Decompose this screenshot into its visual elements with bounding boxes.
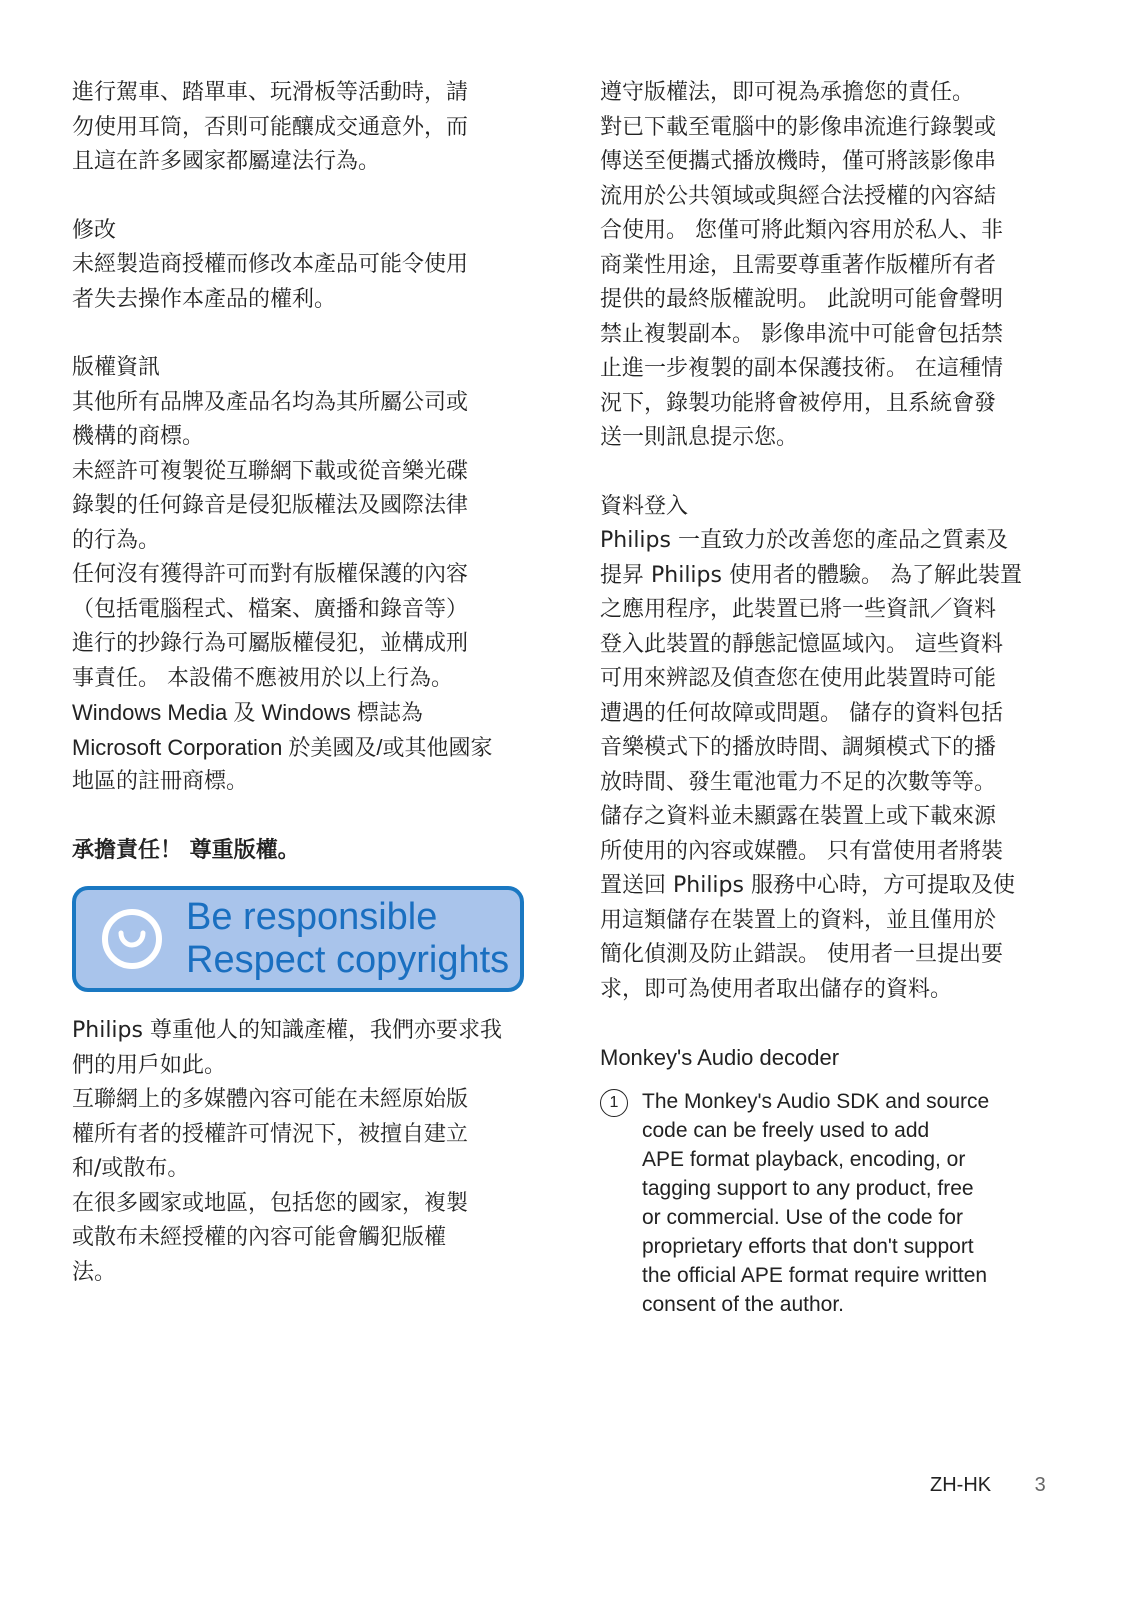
text-line: Philips 一直致力於改善您的產品之質素及 [600, 528, 1008, 553]
text-line: tagging support to any product, free [642, 1177, 974, 1200]
page-footer [930, 1474, 1046, 1497]
text-line: 對已下載至電腦中的影像串流進行錄製或 [600, 114, 997, 140]
text-line: 遵守版權法，即可視為承擔您的責任。 [600, 80, 975, 105]
text-line: 地區的註冊商標。 [72, 769, 249, 794]
text-line: consent of the author. [642, 1293, 844, 1316]
text-line: 儲存之資料並未顯露在裝置上或下載來源 [600, 804, 997, 829]
data-logging-heading: 資料登入 [600, 493, 689, 519]
text-line: （包括電腦程式、檔案、廣播和錄音等） [72, 596, 469, 622]
text-line: 們的用戶如此。 [72, 1052, 227, 1078]
text-line: 進行的抄錄行為可屬版權侵犯，並構成刑 [72, 631, 469, 656]
text-line: 勿使用耳筒，否則可能釀成交通意外，而 [72, 114, 469, 140]
page-number: 3 [1034, 1474, 1046, 1496]
text-line: 可用來辨認及偵查您在使用此裝置時可能 [600, 666, 997, 691]
text-line: 送一則訊息提示您。 [600, 425, 799, 450]
text-line: 登入此裝置的靜態記憶區域內。 這些資料 [600, 631, 1003, 657]
copyright-info-section [72, 351, 512, 800]
text-line: 未經許可複製從互聯網下載或從音樂光碟 [72, 458, 469, 484]
data-logging-section [600, 490, 1045, 1008]
copyright-info-heading: 版權資訊 [72, 355, 161, 380]
text-line: 提供的最終版權說明。 此說明可能會聲明 [600, 287, 1003, 312]
text-line: 放時間、發生電池電力不足的次數等等。 [600, 769, 997, 795]
text-line: 用這類儲存在裝置上的資料，並且僅用於 [600, 907, 997, 933]
text-line: 未經製造商授權而修改本產品可能令使用 [72, 252, 469, 277]
text-line: 流用於公共領域或與經合法授權的內容結 [600, 183, 997, 209]
intro-paragraph [72, 76, 512, 180]
text-line: 事責任。 本設備不應被用於以上行為。 [72, 665, 453, 691]
text-line: 進行駕車、踏單車、玩滑板等活動時，請 [72, 80, 469, 105]
text-line: 互聯網上的多媒體內容可能在未經原始版 [72, 1087, 469, 1112]
text-line: 的行為。 [72, 527, 161, 553]
numbered-item [600, 1087, 1045, 1319]
banner-line-1: Be responsible [186, 896, 438, 938]
text-line: 機構的商標。 [72, 424, 205, 449]
text-line: 簡化偵測及防止錯誤。 使用者一旦提出要 [600, 942, 1003, 967]
modify-section [72, 214, 512, 318]
text-line: 和/或散布。 [72, 1156, 190, 1181]
text-line: 之應用程序，此裝置已將一些資訊／資料 [600, 597, 997, 622]
modify-heading: 修改 [72, 217, 117, 243]
text-line: 權所有者的授權許可情況下，被擅自建立 [72, 1121, 469, 1147]
banner-text [186, 896, 509, 982]
text-line: 或散布未經授權的內容可能會觸犯版權 [72, 1225, 447, 1250]
text-line: proprietary efforts that don't support [642, 1235, 974, 1258]
text-line: 者失去操作本產品的權利。 [72, 286, 337, 312]
right-column [600, 76, 1045, 1319]
text-line: 求，即可為使用者取出儲存的資料。 [600, 976, 953, 1002]
smile-logo-icon [100, 907, 164, 971]
text-line: 商業性用途，且需要尊重著作版權所有者 [600, 252, 997, 278]
text-line: 法。 [72, 1259, 117, 1285]
copyright-continued [600, 76, 1045, 456]
item-number-badge: 1 [600, 1089, 628, 1117]
numbered-item-text [642, 1087, 1022, 1319]
text-line: 其他所有品牌及產品名均為其所屬公司或 [72, 389, 469, 415]
responsible-section [72, 834, 512, 1291]
text-line: 合使用。 您僅可將此類內容用於私人、非 [600, 218, 1003, 243]
text-line: 置送回 Philips 服務中心時，方可提取及使 [600, 873, 1015, 898]
text-line: or commercial. Use of the code for [642, 1206, 963, 1229]
banner-line-2: Respect copyrights [186, 939, 510, 981]
text-line: 任何沒有獲得許可而對有版權保護的內容 [72, 562, 469, 587]
left-column [72, 76, 512, 1290]
monkey-audio-heading: Monkey's Audio decoder [600, 1045, 840, 1070]
be-responsible-banner [72, 886, 524, 992]
text-line: 所使用的內容或媒體。 只有當使用者將裝 [600, 838, 1003, 864]
text-line: 音樂模式下的播放時間、調頻模式下的播 [600, 735, 997, 760]
text-line: Philips 尊重他人的知識產權，我們亦要求我 [72, 1018, 502, 1043]
responsible-heading: 承擔責任！ 尊重版權。 [72, 837, 300, 863]
text-line: 遭遇的任何故障或問題。 儲存的資料包括 [600, 700, 1003, 726]
text-line: 止進一步複製的副本保護技術。 在這種情 [600, 356, 1003, 381]
text-line: 傳送至便攜式播放機時，僅可將該影像串 [600, 149, 997, 174]
text-line: Microsoft Corporation 於美國及/或其他國家 [72, 734, 493, 760]
monkey-audio-section [600, 1041, 1045, 1319]
language-code: ZH-HK [930, 1474, 992, 1496]
text-line: 提昇 Philips 使用者的體驗。 為了解此裝置 [600, 562, 1022, 588]
text-line: 且這在許多國家都屬違法行為。 [72, 149, 381, 174]
text-line: 錄製的任何錄音是侵犯版權法及國際法律 [72, 493, 469, 518]
text-line: code can be freely used to add [642, 1119, 930, 1142]
text-line: Windows Media 及 Windows 標誌為 [72, 700, 423, 725]
text-line: The Monkey's Audio SDK and source [642, 1090, 990, 1113]
text-line: the official APE format require written [642, 1264, 988, 1287]
text-line: APE format playback, encoding, or [642, 1148, 966, 1171]
text-line: 在很多國家或地區，包括您的國家，複製 [72, 1190, 469, 1216]
text-line: 禁止複製副本。 影像串流中可能會包括禁 [600, 321, 1003, 347]
text-line: 況下，錄製功能將會被停用，且系統會發 [600, 390, 997, 416]
